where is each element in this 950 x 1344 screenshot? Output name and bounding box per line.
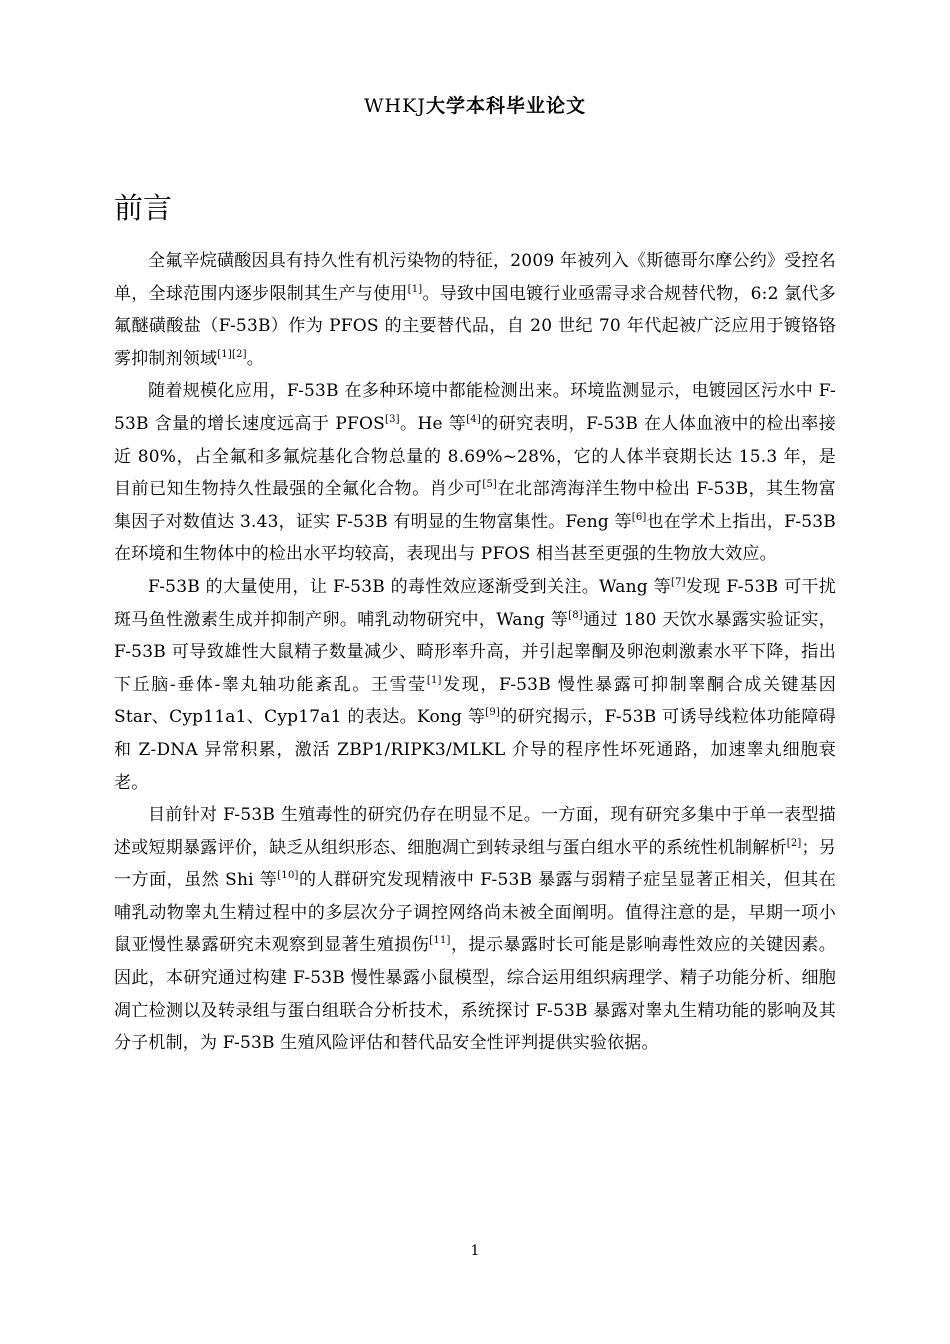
citation-ref: [3] <box>384 413 400 425</box>
citation-ref: [9] <box>485 707 501 719</box>
text-run: F-53B 的大量使用，让 F-53B 的毒性效应逐渐受到关注。Wang 等 <box>148 576 671 597</box>
text-run: 随着规模化应用，F-53B 在多种环境中都能检测出来。环境监测显示，电镀园区污水中 F-53B 含量的增长速度远高于 PFOS <box>114 381 836 434</box>
citation-ref: [1] <box>426 674 442 686</box>
paragraph <box>114 571 836 799</box>
citation-ref: [7] <box>670 576 686 588</box>
section-heading: 前言 <box>114 191 173 225</box>
text-run: 在北部湾海洋生物中检出 F-53B，其生物富集因子对数值达 3.43，证实 F-53B 有明显的生物富集性。Feng 等 <box>114 479 836 532</box>
text-run: 全氟辛烷磺酸因具有持久性有机污染物的特征，2009 年被列入《斯德哥尔摩公约》受控名单，全球范围内逐步限制其生产与使用 <box>114 251 836 304</box>
header-title: 大学本科毕业论文 <box>425 95 586 117</box>
text-run: 目前针对 F-53B 生殖毒性的研究仍存在明显不足。一方面，现有研究多集中于单一表型描述或短期暴露评价，缺乏从组织形态、细胞凋亡到转录组与蛋白组水平的系统性机制解析 <box>114 805 836 858</box>
text-run: 。He 等 <box>399 413 467 434</box>
running-header <box>0 94 950 118</box>
text-run: 。导致中国电镀行业亟需寻求合规替代物，6:2 氯代多氟醚磺酸盐（F-53B）作为 PFOS 的主要替代品，自 20 世纪 70 年代起被广泛应用于镀铬铬雾抑制剂领域 <box>114 283 836 369</box>
text-run: 。 <box>246 348 264 369</box>
text-run: 发现，F-53B 慢性暴露可抑制睾酮合成关键基因 Star、Cyp11a1、Cyp17a1 的表达。Kong 等 <box>114 674 836 728</box>
citation-ref: [5] <box>482 479 498 491</box>
citation-ref: [6] <box>631 511 647 523</box>
text-run: ，提示暴露时长可能是影响毒性效应的关键因素。因此，本研究通过构建 F-53B 慢性暴露小鼠模型，综合运用组织病理学、精子功能分析、细胞凋亡检测以及转录组与蛋白组联合分析技术，系统探讨 F-53B 暴露对睾丸生精功能的影响及其分子机制，为 F-53B 生殖风险评估和替代品安全性评判提供实验依据。 <box>114 935 836 1054</box>
text-run: ；另一方面，虽然 Shi 等 <box>114 837 836 891</box>
citation-ref: [1][2] <box>217 348 247 360</box>
text-run: 也在学术上指出，F-53B 在环境和生物体中的检出水平均较高，表现出与 PFOS 相当甚至更强的生物放大效应。 <box>114 511 836 565</box>
paragraph <box>114 799 836 1060</box>
citation-ref: [11] <box>429 935 451 947</box>
page-number: 1 <box>470 1243 480 1259</box>
body-text <box>114 245 836 1060</box>
text-run: 的研究表明，F-53B 在人体血液中的检出率接近 80%，占全氟和多氟烷基化合物总量的 8.69%~28%，它的人体半衰期长达 15.3 年，是目前已知生物持久性最强的全氟化合物。肖少可 <box>114 413 836 500</box>
paragraph <box>114 245 836 375</box>
citation-ref: [4] <box>466 413 481 425</box>
paragraph <box>114 375 836 571</box>
citation-ref: [2] <box>786 837 802 849</box>
header-prefix: WHKJ <box>364 95 426 117</box>
text-run: 发现 F-53B 可干扰斑马鱼性激素生成并抑制产卵。哺乳动物研究中，Wang 等 <box>114 576 837 630</box>
text-run: 通过 180 天饮水暴露实验证实，F-53B 可导致雄性大鼠精子数量减少、畸形率升高，并引起睾酮及卵泡刺激素水平下降，指出下丘脑-垂体-睾丸轴功能紊乱。王雪莹 <box>114 609 836 695</box>
citation-ref: [8] <box>568 609 583 621</box>
text-run: 的研究揭示，F-53B 可诱导线粒体功能障碍和 Z-DNA 异常积累，激活 ZBP1/RIPK3/MLKL 介导的程序性坏死通路，加速睾丸细胞衰老。 <box>114 707 836 793</box>
citation-ref: [1] <box>407 283 423 295</box>
text-run: 的人群研究发现精液中 F-53B 暴露与弱精子症呈显著正相关，但其在哺乳动物睾丸生精过程中的多层次分子调控网络尚未被全面阐明。值得注意的是，早期一项小鼠亚慢性暴露研究未观察到显著生殖损伤 <box>114 870 836 956</box>
citation-ref: [10] <box>277 870 299 882</box>
